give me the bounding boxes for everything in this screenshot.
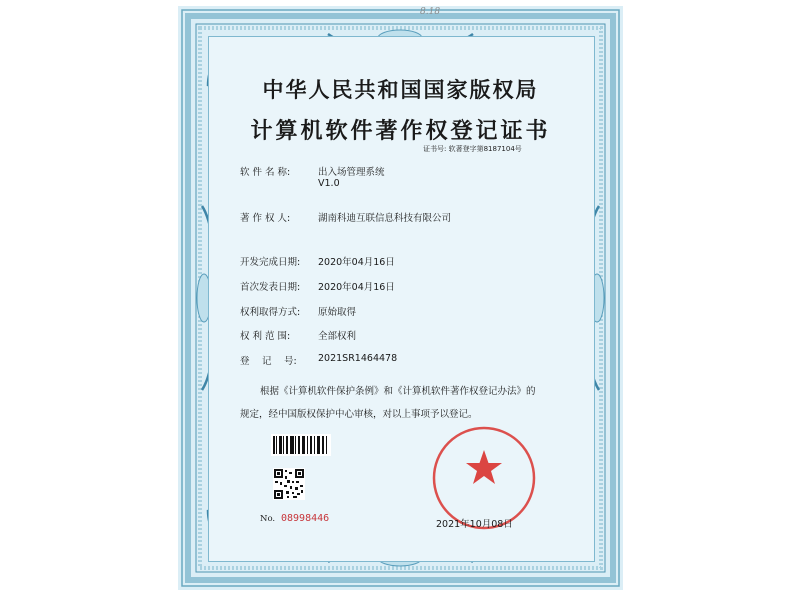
issuer-title: 中华人民共和国国家版权局 xyxy=(262,77,539,102)
serial-number-value: 08998446 xyxy=(281,513,330,524)
qr-code-icon xyxy=(273,468,305,500)
field-label-first-publish-date: 首次发表日期: xyxy=(240,282,301,293)
serial-number-label: No. xyxy=(260,514,276,524)
field-value-software-version: V1.0 xyxy=(318,178,340,189)
field-label-rights-scope: 权 利 范 围: xyxy=(240,331,291,342)
certificate-number-label: 证书号: xyxy=(423,145,447,153)
certificate-number-value: 软著登字第8187104号 xyxy=(448,145,522,153)
field-value-acquisition-method: 原始取得 xyxy=(318,307,357,318)
field-value-software-name: 出入场管理系统 xyxy=(318,167,385,178)
barcode-icon xyxy=(271,434,331,456)
certificate xyxy=(178,6,623,590)
field-label-dev-completion-date: 开发完成日期: xyxy=(240,257,301,268)
certificate-title: 计算机软件著作权登记证书 xyxy=(250,118,551,144)
field-label-software-name: 软 件 名 称: xyxy=(240,167,291,178)
body-text-line-1: 根据《计算机软件保护条例》和《计算机软件著作权登记办法》的 xyxy=(260,386,536,397)
field-value-registration-number: 2021SR1464478 xyxy=(318,353,398,364)
body-text-line-2: 规定，经中国版权保护中心审核，对以上事项予以登记。 xyxy=(240,409,478,420)
field-label-registration-number: 登 记 号: xyxy=(240,356,297,367)
field-value-rights-scope: 全部权利 xyxy=(318,331,357,342)
field-value-copyright-owner: 湖南科迪互联信息科技有限公司 xyxy=(318,213,452,224)
field-label-copyright-owner: 著 作 权 人: xyxy=(240,213,291,224)
certificate-number xyxy=(423,144,522,154)
field-value-first-publish-date: 2020年04月16日 xyxy=(318,282,395,293)
issue-date: 2021年10月08日 xyxy=(436,519,513,530)
field-label-acquisition-method: 权利取得方式: xyxy=(240,307,301,318)
handwritten-note: 8.18 xyxy=(420,7,441,17)
field-value-dev-completion-date: 2020年04月16日 xyxy=(318,257,395,268)
